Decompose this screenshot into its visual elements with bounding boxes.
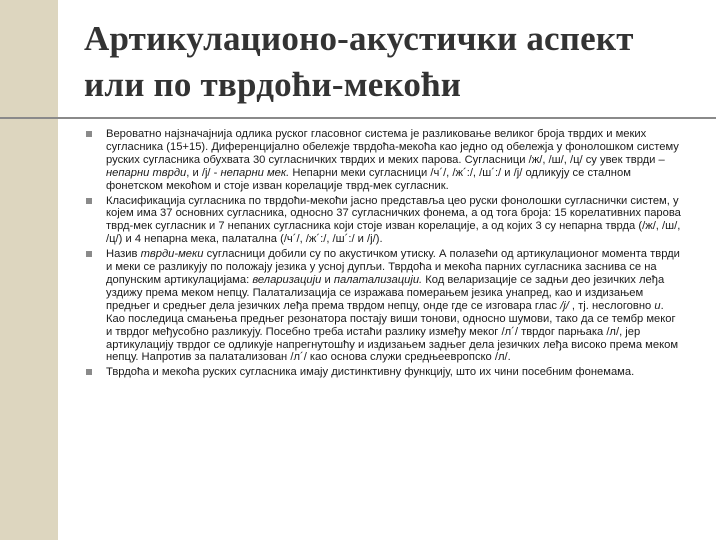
bullet-item [84, 128, 684, 193]
square-bullet-icon [86, 251, 92, 257]
text-run: , и /ј/ - [186, 166, 221, 179]
italic-term: /ј/ [560, 299, 569, 312]
bullet-item [84, 366, 684, 379]
slide-title [84, 16, 704, 108]
italic-term: непарни тврди [106, 166, 187, 179]
italic-term: и [654, 299, 661, 312]
left-decorative-bar [0, 0, 58, 540]
text-run: и [321, 273, 334, 286]
italic-term: непарни мек. [220, 166, 290, 179]
italic-term: палатализацији. [333, 273, 423, 286]
square-bullet-icon [86, 198, 92, 204]
text-run: Тврдоћа и мекоћа руских сугласника имају дистинктивну функцију, што их чини посебним фонемама. [106, 366, 635, 379]
title-divider [58, 117, 716, 119]
text-run: , тј. неслоговно [568, 299, 655, 312]
slide-title-line-2: или по тврдоћи-мекоћи [84, 65, 462, 104]
italic-term: тврди-меки [140, 248, 204, 261]
text-run: Непарни меки сугласници /ч´/, /ж´:/, /ш´:/ и /ј/ одликују се сталном фонетском мекоћом и стоје изван корелације тврд-мек сугласник. [106, 166, 631, 192]
bullet-text [106, 366, 684, 379]
text-run: сугласници добили су по акустичком утиску. А полазећи од артикулационог момента тврди и меки се разликују по положају језика у усној дупљи. Тврдоћа и мекоћа парних сугласника заснива се на допунским артикулацијама: [106, 248, 680, 286]
bullet-text [106, 128, 684, 193]
slide-title-line-1: Артикулационо-акустички аспект [84, 19, 634, 58]
text-run: . Као последица смањења предњег резонатора постају виши тонови, односно шумови, тако да се тембр меког и тврдог међусобно разликују. Посебно треба истаћи разлику између меког /л´/ тврдог парњака /л/, јер артикулацију тврдог се одликује напрегнутошћу и издизањем задњег дела језичких леђа високо према меком непцу. Напротив за палатализован /л´/ као основа служи средњеевропско /л/. [106, 299, 679, 364]
bullet-item [84, 195, 684, 247]
title-divider-left [0, 117, 58, 119]
text-run: Вероватно најзначајнија одлика руског гласовног система је разликовање великог броја тврдих и меких сугласника (15+15). Диференцијално обележје тврдоћа-мекоћа као једно од обележја у фонолошком систему руских сугласника обухвата 30 сугласничких тврдих и меких парова. Сугласници /ж/, /ш/, /ц/ су увек тврди – [106, 128, 679, 166]
square-bullet-icon [86, 131, 92, 137]
bullet-text [106, 195, 684, 247]
text-run: Код веларизације се задњи део језичких леђа уздижу према меком непцу. Палатализација се изражава померањем језика унапред, као и издизањем предњег и средњег дела језичких леђа према тврдом непцу, онде где се изговара глас [106, 273, 665, 312]
bullet-text [106, 248, 684, 364]
bullet-item [84, 248, 684, 364]
square-bullet-icon [86, 369, 92, 375]
bullet-list [84, 128, 684, 381]
text-run: Класификација сугласника по тврдоћи-мекоћи јасно представља цео руски фонолошки сугласнички систем, у којем има 37 основних сугласника, односно 37 сугласничких фонема, а од тога броја: 15 корелативних парова тврд-мек сугласник и 7 непаних сугласника који стоје изван корелације, а од којих 3 су непарна тврда (/ж/, /ш/, /ц/) и 4 непарна мека, палатална (/ч´/, /ж´:/, /ш´:/ и /ј/). [106, 194, 681, 246]
italic-term: веларизацији [252, 273, 322, 286]
text-run: Назив [106, 248, 141, 261]
